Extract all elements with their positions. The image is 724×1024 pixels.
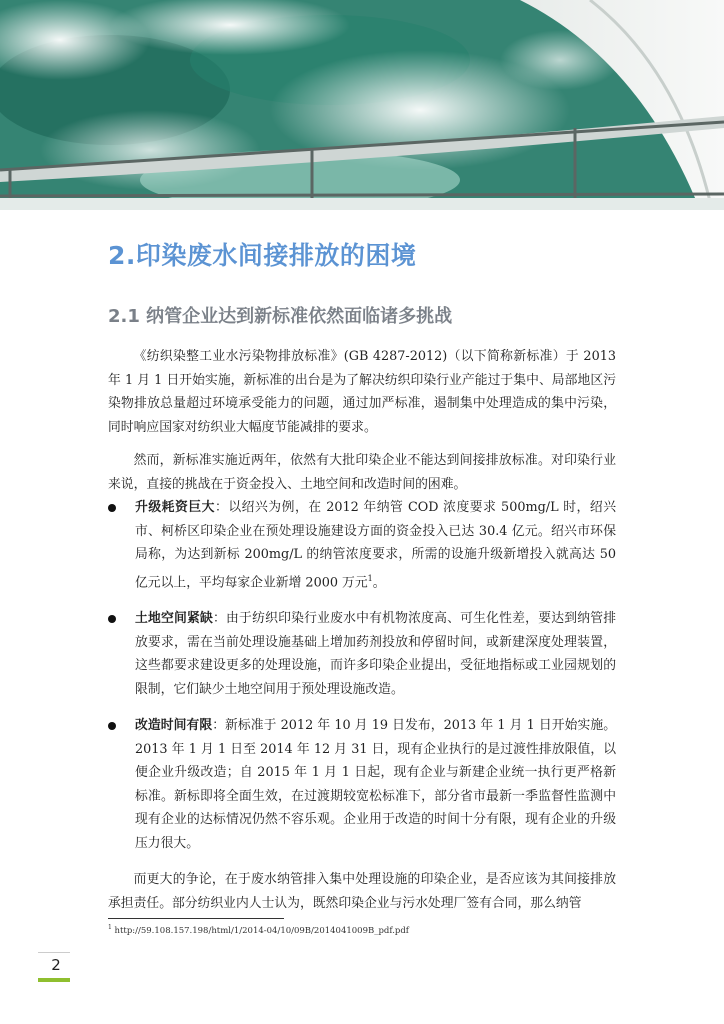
bullet-icon <box>108 722 116 730</box>
bullet-lead: 改造时间有限 <box>135 718 213 734</box>
hero-photo <box>0 0 724 210</box>
challenge-list <box>108 496 616 915</box>
bullet-text: ：新标准于 2012 年 10 月 19 日发布，2013 年 1 月 1 日开始实施。2013 年 1 月 1 日至 2014 年 12 月 31 日，现有企业执行的是过渡性排放限值，以便企业升级改造；自 2015 年 1 月 1 日起，现有企业与新建企业统一执行更严格新标准。新标即将全面生效，在过渡期较宽松标准下，部分省市最新一季监督性监测中现有企业的达标情况仍然不容乐观。企业用于改造的时间十分有限，现有企业的升级压力很大。 <box>135 718 617 851</box>
paragraph-standard-intro: 《纺织染整工业水污染物排放标准》(GB 4287-2012)（以下简称新标准）于 2013 年 1 月 1 日开始实施，新标准的出台是为了解决纺织印染行业产能过于集中、局部地区污染物排放总量超过环境承受能力的问题，通过加严标准，遏制集中处理造成的集中污染，同时响应国家对纺织业大幅度节能减排的要求。 <box>108 349 616 435</box>
list-item-time-limit <box>108 714 616 855</box>
bullet-lead: 土地空间紧缺 <box>135 611 214 627</box>
intro-paragraphs <box>108 345 616 496</box>
bullet-lead: 升级耗资巨大 <box>135 500 215 515</box>
subsection-title: 2.1 纳管企业达到新标准依然面临诸多挑战 <box>108 306 453 327</box>
paragraph-challenges: 然而，新标准实施近两年，依然有大批印染企业不能达到间接排放标准。对印染行业来说，直接的挑战在于资金投入、土地空间和改造时间的困难。 <box>108 453 616 492</box>
footnote <box>108 924 409 936</box>
footnote-divider <box>108 918 284 919</box>
page-number: 2 <box>51 956 61 974</box>
footnote-link[interactable]: http://59.108.157.198/html/1/2014-04/10/09B/2014041009B_pdf.pdf <box>114 925 409 936</box>
list-item-upgrade-cost <box>108 496 616 594</box>
footnote-ref[interactable]: 1 <box>367 573 373 583</box>
paragraph-responsibility: 而更大的争论，在于废水纳管排入集中处理设施的印染企业，是否应该为其间接排放承担责任。部分纺织业内人士认为，既然印染企业与污水处理厂签有合同，那么纳管 <box>108 872 616 911</box>
wastewater-pool-image <box>0 0 724 210</box>
section-title: 2.印染废水间接排放的困境 <box>108 241 417 270</box>
bullet-text: ：由于纺织印染行业废水中有机物浓度高、可生化性差，要达到纳管排放要求，需在当前处理设施基础上增加药剂投放和停留时间，或新建深度处理装置，这些都要求建设更多的处理设施，而许多印染企业提出，受征地指标或工业园规划的限制，它们缺少土地空间用于预处理设施改造。 <box>135 611 617 697</box>
bullet-text: ：以绍兴为例，在 2012 年纳管 COD 浓度要求 500mg/L 时，绍兴市、柯桥区印染企业在预处理设施建设方面的资金投入已达 30.4 亿元。绍兴市环保局称，为达到新标 200mg/L 的纳管浓度要求，所需的设施升级新增投入就高达 50 亿元以上，平均每家企业新增 2000 万元 <box>135 500 617 590</box>
bullet-icon <box>108 504 116 512</box>
page-number-accent <box>38 978 70 982</box>
bullet-icon <box>108 615 116 623</box>
bullet-tail: 。 <box>372 574 386 590</box>
list-item-land-shortage <box>108 607 616 701</box>
footnote-mark: 1 <box>108 924 112 931</box>
page-number-divider <box>38 952 70 953</box>
